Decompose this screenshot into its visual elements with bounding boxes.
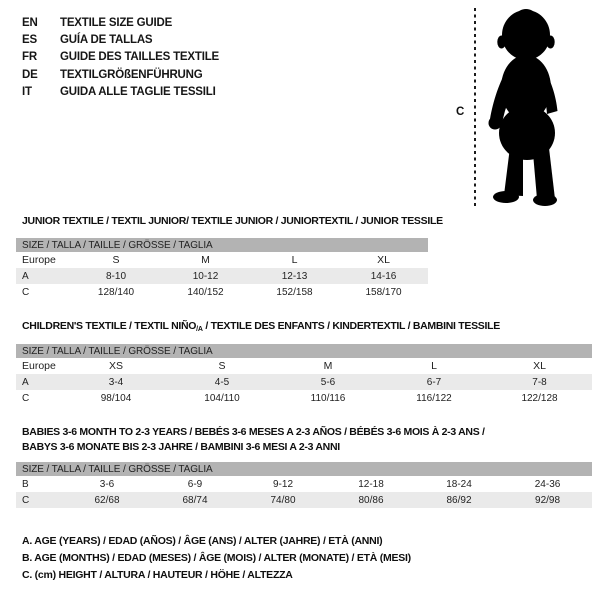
value-cell: 68/74 [151, 492, 239, 508]
table-row [16, 492, 592, 508]
junior-size-table [16, 238, 428, 300]
table-header-row [16, 238, 428, 252]
lang-code: DE [22, 68, 38, 81]
row-label: Europe [22, 254, 56, 266]
lang-code: EN [22, 16, 38, 29]
lang-title: GUÍA DE TALLAS [60, 33, 153, 46]
junior-table-title: JUNIOR TEXTILE / TEXTIL JUNIOR/ TEXTILE JUNIOR / JUNIORTEXTIL / JUNIOR TESSILE [22, 215, 443, 227]
value-cell: 10-12 [161, 268, 250, 284]
value-cell: 140/152 [187, 286, 224, 298]
babies-table-title-line2: BABYS 3-6 MONATE BIS 2-3 JAHRE / BAMBINI 3-6 MESI A 2-3 ANNI [22, 441, 340, 453]
value-cell: 128/140 [97, 286, 135, 298]
value-cell: 86/92 [415, 492, 503, 508]
children-title-post: / TEXTILE DES ENFANTS / KINDERTEXTIL / BAMBINI TESSILE [202, 320, 500, 332]
row-label: A [16, 374, 63, 390]
measurement-legend [22, 533, 411, 585]
lang-row-it [22, 83, 219, 100]
legend-note-c: C. (cm) HEIGHT / ALTURA / HAUTEUR / HÖHE / ALTEZZA [22, 569, 293, 582]
lang-title: TEXTILE SIZE GUIDE [60, 16, 173, 29]
value-cell: 8-10 [71, 268, 161, 284]
table-header-row [16, 462, 592, 476]
babies-table-title-line1: BABIES 3-6 MONTH TO 2-3 YEARS / BEBÉS 3-6 MESES A 2-3 AÑOS / BÉBÉS 3-6 MOIS À 2-3 ANS / [22, 426, 485, 438]
size-header-cell: SIZE / TALLA / TAILLE / GRÖSSE / TAGLIA [16, 462, 592, 476]
lang-title: GUIDA ALLE TAGLIE TESSILI [60, 85, 216, 98]
table-row [16, 390, 592, 406]
size-cell: S [112, 254, 120, 266]
size-header-cell: SIZE / TALLA / TAILLE / GRÖSSE / TAGLIA [16, 344, 592, 358]
size-cell: XL [377, 254, 390, 266]
table-header-row [16, 344, 592, 358]
height-measure-label: C [456, 106, 465, 118]
value-cell: 18-24 [446, 478, 472, 490]
value-cell: 5-6 [275, 374, 381, 390]
value-cell: 7-8 [487, 374, 592, 390]
lang-title: GUIDE DES TAILLES TEXTILE [60, 51, 219, 64]
children-title-subscript: /A [196, 326, 203, 333]
value-cell: 98/104 [100, 392, 132, 404]
size-cell: L [431, 360, 437, 372]
lang-row-es [22, 31, 219, 48]
value-cell: 9-12 [272, 478, 293, 490]
size-cell: XS [108, 360, 123, 372]
table-row [16, 252, 428, 268]
children-table-title [22, 320, 500, 333]
row-label: C [16, 492, 63, 508]
table-row [16, 268, 428, 284]
lang-row-en [22, 14, 219, 31]
row-label: A [16, 268, 71, 284]
lang-title: TEXTILGRÖßENFÜHRUNG [60, 68, 203, 81]
row-label: Europe [22, 360, 56, 372]
value-cell: 92/98 [503, 492, 592, 508]
babies-size-table [16, 462, 592, 508]
size-cell: M [323, 360, 333, 372]
children-size-table [16, 344, 592, 406]
legend-note-a: A. AGE (YEARS) / EDAD (AÑOS) / ÂGE (ANS) / ALTER (JAHRE) / ETÀ (ANNI) [22, 535, 383, 547]
value-cell: 12-18 [358, 478, 384, 490]
lang-code: FR [22, 51, 37, 64]
table-row [16, 284, 428, 300]
size-cell: M [201, 254, 210, 266]
value-cell: 12-13 [250, 268, 339, 284]
value-cell: 3-6 [99, 478, 115, 490]
size-header-cell: SIZE / TALLA / TAILLE / GRÖSSE / TAGLIA [16, 238, 428, 252]
value-cell: 74/80 [239, 492, 327, 508]
row-label: C [22, 286, 30, 298]
size-cell: XL [533, 360, 546, 372]
language-title-block [22, 14, 219, 100]
table-row [16, 476, 592, 492]
value-cell: 62/68 [63, 492, 151, 508]
value-cell: 122/128 [521, 392, 558, 404]
table-row [16, 358, 592, 374]
value-cell: 14-16 [339, 268, 428, 284]
row-label: B [22, 478, 29, 490]
lang-row-de [22, 66, 219, 83]
children-title-pre: CHILDREN'S TEXTILE / TEXTIL NIÑO [22, 320, 197, 332]
value-cell: 80/86 [327, 492, 415, 508]
value-cell: 116/122 [416, 392, 452, 404]
baby-silhouette-icon [479, 7, 569, 207]
value-cell: 104/110 [204, 392, 240, 404]
value-cell: 4-5 [169, 374, 275, 390]
value-cell: 6-7 [381, 374, 487, 390]
lang-code: ES [22, 33, 37, 46]
value-cell: 24-36 [534, 478, 561, 490]
legend-note-b: B. AGE (MONTHS) / EDAD (MESES) / ÂGE (MOIS) / ALTER (MONATE) / ETÀ (MESI) [22, 552, 411, 565]
size-cell: L [291, 254, 298, 266]
value-cell: 6-9 [187, 478, 203, 490]
lang-row-fr [22, 49, 219, 66]
table-row [16, 374, 592, 390]
value-cell: 152/158 [276, 286, 313, 298]
lang-code: IT [22, 85, 32, 98]
row-label: C [22, 392, 30, 404]
value-cell: 3-4 [63, 374, 169, 390]
value-cell: 110/116 [310, 392, 346, 404]
value-cell: 158/170 [365, 286, 402, 298]
height-measure-dashed-line [474, 8, 476, 206]
size-cell: S [218, 360, 226, 372]
